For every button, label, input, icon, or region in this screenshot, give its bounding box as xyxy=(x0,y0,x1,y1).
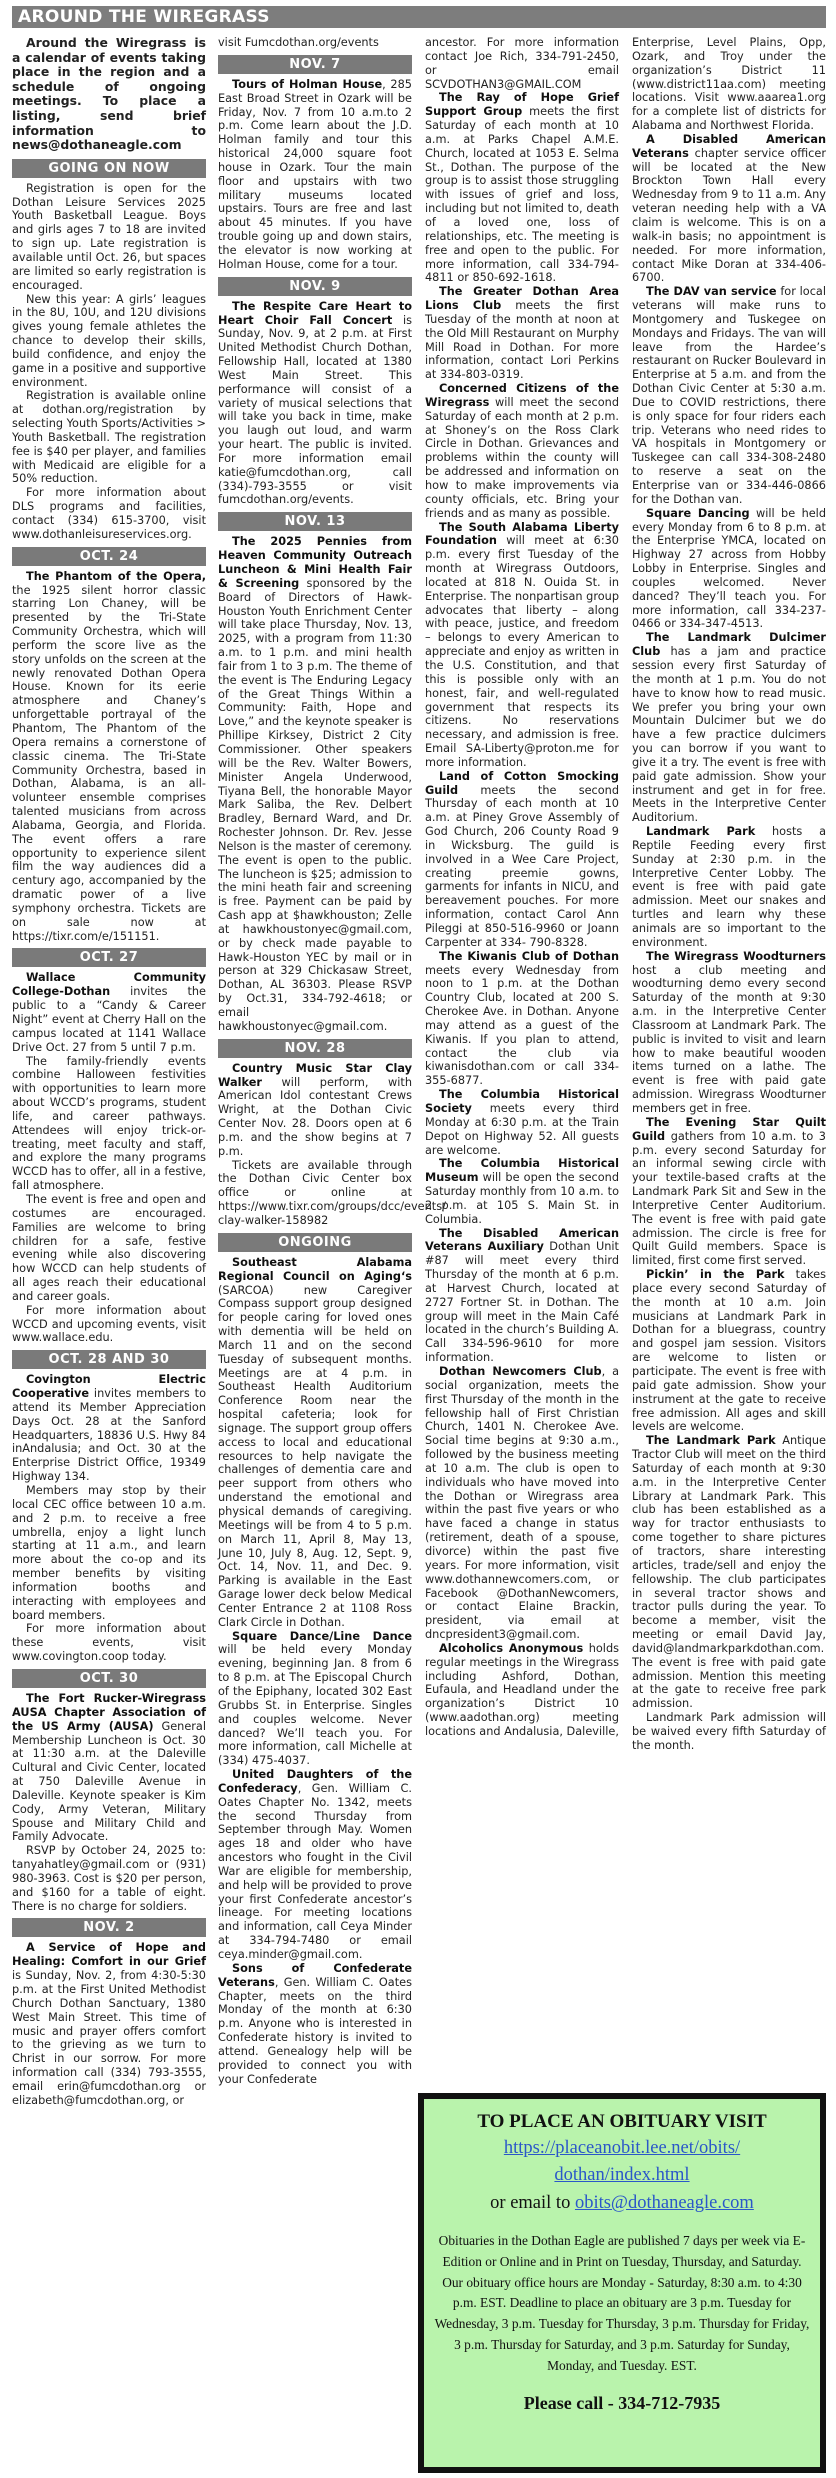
listing-text: will meet the second Saturday of each month at 2 p.m. at Shoney’s on the Ross Clark Circle in Dothan. Grievances and problems within the county will be addressed and information on how to make improvements via county officials, etc. Bring your friends and as many as possible. xyxy=(425,395,619,520)
listing-text: For more information about these events, visit www.covington.coop today. xyxy=(12,1622,206,1664)
listing-text: (SARCOA) new Caregiver Compass support group designed for people caring for loved ones with dementia will be held on March 11 and on the second Tuesday of subsequent months. Meetings are at 4 p.m. in Southeast Health Auditorium Conference Room near the hospital cafeteria; look for signage. The support group offers access to local and educational resources to help navigate the challenges of dementia care and peer support from others who understand the emotional and physical demands of caregiving. Meetings will be from 4 to 5 p.m. on March 11, April 8, May 13, June 10, July 8, Aug. 12, Sept. 9, Oct. 14, Nov. 11, and Dec. 9. Parking is available in the East Garage lower deck below Medical Center Entrance 2 at 1108 Ross Clark Circle in Dothan. xyxy=(218,1283,412,1629)
listing-text: ancestor. For more information contact Joe Rich, 334-791-2450, or email SCVDOTHAN3@GMAIL.COM xyxy=(425,36,619,91)
listing-title: A Service of Hope and Healing: Comfort in our Grief xyxy=(12,1941,206,1969)
listing xyxy=(12,1692,206,1844)
listing xyxy=(632,1116,826,1268)
section-header: NOV. 13 xyxy=(218,512,412,531)
listing xyxy=(632,507,826,632)
page-title: AROUND THE WIREGRASS xyxy=(12,6,826,28)
listing-title: The Fort Rucker-Wiregrass AUSA Chapter Association of the US Army (AUSA) xyxy=(12,1691,206,1733)
listing-title: The Kiwanis Club of Dothan xyxy=(439,949,619,963)
listing xyxy=(425,1157,619,1226)
listing-text: meets the second Thursday of each month at 10 a.m. at Piney Grove Assembly of God Church, 206 County Road 9 in Wicksburg. The guild is involved in a Wee Care Project, creating preemie gowns, garments for infants in NICU, and bereavement pouches. For more information, contact Carol Ann Pileggi at 850-516-9960 or Joann Carpenter at 334- 790-8328. xyxy=(425,783,619,949)
section-header: OCT. 27 xyxy=(12,948,206,967)
column-4 xyxy=(632,36,826,1753)
listing-title: Wallace Community College-Dothan xyxy=(12,971,206,999)
listing-text: hosts a Reptile Feeding every first Sunday at 2:30 p.m. in the Interpretive Center Lobby. The event is free with paid gate admission. Meet our snakes and turtles and learn why these animals are so important to the environment. xyxy=(632,825,826,949)
listing-text: Registration is open for the Dothan Leisure Services 2025 Youth Basketball League. Boys and girls ages 7 to 18 are invited to sign up. Late registration is available until Oct. 26, but spaces are limited so early registration is encouraged. xyxy=(12,181,206,292)
listing xyxy=(12,486,206,541)
listing xyxy=(425,1227,619,1365)
listing-continued xyxy=(632,36,826,133)
listing xyxy=(632,631,826,825)
listing-title: Square Dancing xyxy=(646,506,750,520)
listing-text: Landmark Park admission will be waived every fifth Saturday of the month. xyxy=(632,1711,826,1752)
obituary-body: Obituaries in the Dothan Eagle are published 7 days per week via E-Edition or Online and in Print on Tuesday, Thursday, and Saturday. Our obituary office hours are Monday - Saturday, 8:30 a.m. to 4:30 p.m. EST. Deadline to place an obituary are 3 p.m. Tuesday for Wednesday, 3 p.m. Tuesday for Thursday, 3 p.m. Thursday for Friday, 3 p.m. Thursday for Saturday, and 3 p.m. Saturday for Sunday, Monday, and Tuesday. EST. xyxy=(434,2233,810,2373)
section-header: NOV. 7 xyxy=(218,55,412,74)
listing-title: The Wiregrass Woodturners xyxy=(646,949,826,963)
listing xyxy=(218,1630,412,1768)
listing-title: The 2025 Pennies from Heaven Community Outreach Luncheon & Mini Health Fair & Screening xyxy=(218,535,412,590)
listing-title: Square Dance/Line Dance xyxy=(232,1629,412,1643)
listing-title: Concerned Citizens of the Wiregrass xyxy=(425,382,619,409)
obituary-phone: Please call - 334-712-7935 xyxy=(523,2392,721,2413)
listing xyxy=(12,293,206,390)
listing xyxy=(632,825,826,950)
column-1 xyxy=(12,36,206,2108)
obituary-box xyxy=(418,2093,826,2473)
listing-title: The Columbia Historical Museum xyxy=(425,1157,619,1185)
listing-text: visit Fumcdothan.org/events xyxy=(218,36,379,49)
listing-text: will be held every Monday evening, beginning Jan. 8 from 6 to 8 p.m. at The Episcopal Church of the Epiphany, located 302 East Grubbs St. in Enterprise. Singles and couples welcome. Never danced? We’ll teach you. For more information, call Michelle at (334) 475-4037. xyxy=(218,1643,412,1768)
listing xyxy=(425,91,619,285)
listing xyxy=(425,1365,619,1642)
listing xyxy=(12,389,206,486)
listing xyxy=(12,1193,206,1304)
section-header: OCT. 24 xyxy=(12,547,206,566)
obituary-heading: TO PLACE AN OBITUARY VISIT xyxy=(477,2111,767,2132)
listing-text: , a social organization, meets the first Thursday of the month in the fellowship hall of First Christian Church, 1401 N. Cherokee Ave. Social time begins at 9:30 a.m., followed by the business meeting at 10 a.m. The club is open to individuals who have moved into the Dothan or Wiregrass area within the past five years or who have faced a change in status (retirement, death of a spouse, divorce) within the past five years. For more information, visit www.dothannewcomers.com, or Facebook @DothanNewcomers, or contact Elaine Brackin, president, via email at dncpresident3@gmail.com. xyxy=(425,1365,619,1642)
listing xyxy=(425,1088,619,1157)
listing-text: gathers from 10 a.m. to 3 p.m. every second Saturday for an informal sewing circle with your textile-based crafts at the Landmark Park Sit and Sew in the Interpretive Center Auditorium. The event is free with paid gate admission. The circle is free for Quilt Guild members. Space is limited, first come first served. xyxy=(632,1129,826,1268)
listing-text: meets the first Tuesday of the month at noon at the Old Mill Restaurant on Murphy Mill Road in Dothan. For more information, contact Lori Perkins at 334-803-0319. xyxy=(425,299,619,382)
listing-text: is Sunday, Nov. 9, at 2 p.m. at First United Methodist Church Dothan, Fellowship Hall, located at 1380 West Main Street. This performance will consist of a variety of musical selections that will take you back in time, make you laugh out loud, and warm your heart. The public is invited. For more information email katie@fumcdothan.org, call (334)-793-3555 or visit fumcdothan.org/events. xyxy=(218,313,412,507)
listing xyxy=(632,133,826,285)
listing xyxy=(12,182,206,293)
listing xyxy=(12,1941,206,2107)
listing-text: meets the first Saturday of each month at 10 a.m. at Parks Chapel A.M.E. Church, located at 1053 E. Selma St., Dothan. The purpose of the group is to assist those struggling with issues of grief and loss, including but not limited to, death of a loved one, loss of relationships, etc. The meeting is free and open to the public. For more information, call 334-794-4811 or 850-692-1618. xyxy=(425,105,619,285)
listing-text: the 1925 silent horror classic starring Lon Chaney, will be presented by the Tri-State Community Orchestra, which will perform the score live as the story unfolds on the screen at the newly renovated Dothan Opera House. Known for its eerie atmosphere and Chaney’s unforgettable portrayal of the Phantom, The Phantom of the Opera remains a cornerstone of classic cinema. The Tri-State Community Orchestra, based in Dothan, Alabama, is an all-volunteer ensemble comprises talented musicians from across Alabama, Georgia, and Florida. The event offers a rare opportunity to experience silent film the way audiences did a century ago, accompanied by the dramatic power of a live symphony orchestra. Tickets are on sale now at https://tixr.com/e/151151. xyxy=(12,583,206,943)
listing-title: The Greater Dothan Area Lions Club xyxy=(425,285,619,313)
listing-text: chapter service officer will be located at the New Brockton Town Hall every Wednesday from 9 to 11 a.m. Any veteran needing help with a VA claim is welcome. This is on a walk-in basis; no appointment is needed. For more information, contact Mike Doran at 334-406-6700. xyxy=(632,146,826,285)
listing xyxy=(425,1642,619,1739)
listing-title: The Landmark Dulcimer Club xyxy=(632,631,826,659)
listing-text: will be held every Monday from 6 to 8 p.m. at the Enterprise YMCA, located on Highway 27 across from Hobby Lobby in Enterprise. Singles and couples welcomed. Never danced? They’ll teach you. For more information, call 334-237-0466 or 334-347-4513. xyxy=(632,506,826,631)
listing-title: Land of Cotton Smocking Guild xyxy=(425,769,619,797)
listing-text: will meet at 6:30 p.m. every first Tuesday of the month at Wiregrass Outdoors, located at 818 N. Ouida St. in Enterprise. The nonpartisan group advocates that liberty – along with peace, justice, and freedom – belongs to every American to appreciate and enjoy as written in the U.S. Constitution, and that this is possible only with an honest, fair, and well-regulated government that respects its citizens. No reservations necessary, and admission is free. Email SA-Liberty@proton.me for more information. xyxy=(425,534,619,769)
listing-text: takes place every second Saturday of the month at 10 a.m. Join musicians at Landmark Park in Dothan for a bluegrass, country and gospel jam session. Visitors are welcome to listen or participate. The event is free with paid gate admission. Show your instrument at the gate to receive free admission. All ages and skill levels are welcome. xyxy=(632,1268,826,1434)
listing xyxy=(425,950,619,1088)
listing-text: Enterprise, Level Plains, Opp, Ozark, and Troy under the organization’s District 11 (www.district11aa.com) meeting locations. Visit www.aaarea1.org for a complete list of districts for Alabama and Northwest Florida. xyxy=(632,36,826,133)
listing xyxy=(218,78,412,272)
listing-text: for local veterans will make runs to Montgomery and Tuskegee on Mondays and Fridays. The van will leave from the Hardee’s restaurant on Rucker Boulevard in Enterprise at 5 a.m. and from the Dothan Civic Center at 5:30 a.m. Due to COVID restrictions, there is only space for four riders each trip. Veterans who need rides to VA hospitals in Montgomery or Tuskegee can call 334-308-2480 to reserve a seat on the Enterprise van or 334-446-0866 for the Dothan van. xyxy=(632,285,826,506)
listing-text: invites the public to a “Candy & Career Night” event at Cherry Hall on the campus located at 1141 Wallace Drive Oct. 27 from 5 until 7 p.m. xyxy=(12,985,206,1054)
obituary-link-line2[interactable]: dothan/index.html xyxy=(554,2165,690,2185)
section-header: OCT. 28 AND 30 xyxy=(12,1350,206,1369)
section-header: NOV. 2 xyxy=(12,1918,206,1937)
listing xyxy=(425,382,619,520)
listing xyxy=(218,1962,412,2087)
obituary-link-line1[interactable]: https://placeanobit.lee.net/obits/ xyxy=(503,2138,741,2158)
column-3 xyxy=(425,36,619,1739)
listing-title: Landmark Park xyxy=(646,825,756,839)
section-header: NOV. 28 xyxy=(218,1039,412,1058)
listing-text: General Membership Luncheon is Oct. 30 at 11:30 a.m. at the Daleville Cultural and Civic Center, located at 750 Daleville Avenue in Daleville. Keynote speaker is Kim Cody, Army Veteran, Military Spouse and Military Child and Family Advocate. xyxy=(12,1719,206,1844)
listing-title: Country Music Star Clay Walker xyxy=(218,1061,412,1089)
listing-text: Tickets are available through the Dothan Civic Center box office or online at https://www.tixr.com/groups/dcc/events/ clay-walker-158982 xyxy=(218,1158,446,1227)
listing-text: host a club meeting and woodturning demo every second Saturday of the month at 9:30 a.m. in the Interpretive Center Classroom at Landmark Park. The public is invited to visit and learn how to make beautiful wooden items turned on a lathe. The event is free with paid gate admission. Wiregrass Woodturner members get in free. xyxy=(632,963,826,1115)
section-header: NOV. 9 xyxy=(218,277,412,296)
listing-text: Members may stop by their local CEC office between 10 a.m. and 2 p.m. to receive a free umbrella, enjoy a light lunch starting at 11 a.m., and learn more about the co-op and its member benefits by visiting information booths and interacting with employees and board members. xyxy=(12,1484,206,1622)
listing-title: The Respite Care Heart to Heart Choir Fall Concert xyxy=(218,299,412,327)
listing-continued xyxy=(425,36,619,91)
listing-text: will perform, with American Idol contestant Crews Wright, at the Dothan Civic Center Nov. 28. Doors open at 6 p.m. and the show begins at 7 p.m. xyxy=(218,1075,412,1158)
listing xyxy=(12,1622,206,1664)
listing-text: Dothan Unit #87 will meet every third Thursday of the month at 6 p.m. at Harvest Church, located at 2727 Fortner St. in Dothan. The group will meet in the Main Café located in the church’s Building A. Call 334-596-9610 for more information. xyxy=(425,1240,619,1365)
listing-text: meets every Wednesday from noon to 1 p.m. at the Dothan Country Club, located at 200 S. Cherokee Ave. in Dothan. Anyone may attend as a guest of the Kiwanis. If you plan to attend, contact the club via kiwanisdothan.com or call 334-355-6877. xyxy=(425,963,619,1088)
listing xyxy=(425,770,619,950)
listing xyxy=(218,1768,412,1962)
listing-text: For more information about WCCD and upcoming events, visit www.wallace.edu. xyxy=(12,1303,206,1345)
listing-title: The Phantom of the Opera, xyxy=(26,569,206,583)
listing xyxy=(12,971,206,1054)
listing-title: The Evening Star Quilt Guild xyxy=(632,1115,826,1143)
listing-title: The Landmark Park xyxy=(646,1434,776,1448)
listing-text: is Sunday, Nov. 2, from 4:30-5:30 p.m. at the First United Methodist Church Dothan Sanctuary, 1380 West Main Street. This time of music and prayer offers comfort to the grieving as we turn to Christ in our sorrow. For more information call (334) 793-3555, email erin@fumcdothan.org or elizabeth@fumcdothan.org, or xyxy=(12,1969,206,2107)
listing-text: Antique Tractor Club will meet on the third Saturday of each month at 9:30 a.m. in the Interpretive Center Library at Landmark Park. This club has been established as a way for tractor enthusiasts to come together to share pictures of tractors, share interesting articles, trade/sell and enjoy the fellowship. The club participates in several tractor shows and tractor pulls during the year. To become a member, visit the meeting or email David Jay, david@landmarkparkdothan.com. The event is free with paid gate admission. Mention this meeting at the gate to receive free park admission. xyxy=(632,1434,826,1711)
listing-title: The South Alabama Liberty Foundation xyxy=(425,520,619,548)
listing xyxy=(425,285,619,382)
listing-text: invites members to attend its Member Appreciation Days Oct. 28 at the Sanford Headquarters, 18836 U.S. Hwy 84 inAndalusia; and Oct. 30 at the Enterprise District Office, 19349 Highway 134. xyxy=(12,1387,206,1484)
listing xyxy=(218,1158,446,1228)
listing xyxy=(12,1484,206,1622)
column-2 xyxy=(218,36,446,2086)
listing xyxy=(12,1844,206,1913)
listing xyxy=(632,1434,826,1711)
listing xyxy=(218,1062,412,1159)
listing-text: New this year: A girls’ leagues in the 8U, 10U, and 12U divisions gives young female athletes the chance to develop their skills, build confidence, and enjoy the game in a positive and supportive environment. xyxy=(12,292,206,389)
listing-continued xyxy=(218,36,412,50)
listing-title: The Disabled American Veterans Auxiliary xyxy=(425,1226,619,1254)
listing-text: The family-friendly events combine Halloween festivities with opportunities to learn more about WCCD’s programs, student life, and career pathways. Attendees will enjoy trick-or-treating, meet faculty and staff, and explore the many programs WCCD has to offer, all in a festive, fall atmosphere. xyxy=(12,1054,206,1193)
listing-text: For more information about DLS programs and facilities, contact (334) 615-3700, visit www.dothanleisureservices.org. xyxy=(12,486,206,541)
listing xyxy=(12,1304,206,1346)
listing xyxy=(425,521,619,770)
listing-title: Alcoholics Anonymous xyxy=(439,1641,584,1655)
listing-title: A Disabled American Veterans xyxy=(632,132,826,160)
listing xyxy=(632,1268,826,1434)
listing-title: Dothan Newcomers Club xyxy=(439,1365,602,1378)
listing-text: will be open the second Saturday monthly from 10 a.m. to 2 p.m. at 105 S. Main St. in Columbia. xyxy=(425,1171,619,1226)
listing-text: sponsored by the Board of Directors of Hawk-Houston Youth Enrichment Center will take place Thursday, Nov. 13, 2025, with a program from 11:30 a.m. to 1 p.m. and mini health fair from 1 to 3 p.m. The theme of the event is The Enduring Legacy of the Great Things Within a Community: Faith, Hope and Love,” and the keynote speaker is Phillipe Kirksey, District 2 City Commissioner. Other speakers will be the Rev. Walter Bowers, Minister Angela Underwood, Tiyana Bell, the honorable Mayor Mark Saliba, the Rev. Delbert Bradley, Bernard Ward, and Dr. Rochester Johnson. Dr. Rev. Jesse Nelson is the master of ceremony. The event is open to the public. The luncheon is $25; admission to the mini heath fair and screening is free. Payment can be paid by Cash app at $hawkhouston; Zelle at hawkhoustonyec@gmail.com, or by check made payable to Hawk-Houston YEC by mail or in person at 329 Chickasaw Street, Dothan, AL 36303. Please RSVP by Oct.31, 334-792-4618; or email hawkhoustonyec@gmail.com. xyxy=(218,576,412,1033)
section-header: ONGOING xyxy=(218,1233,412,1252)
listing-text: , Gen. William C. Oates Chapter No. 1342, meets the second Thursday from September through May. Women ages 18 and older who have ancestors who fought in the Civil War are eligible for membership, and help will be provided to prove your first Confederate ancestor’s lineage. For meeting locations and information, call Ceya Minder at 334-794-7480 or email ceya.minder@gmail.com. xyxy=(218,1781,412,1961)
email-prefix: or email to xyxy=(490,2193,575,2213)
listing xyxy=(632,1711,826,1753)
listing-text: , Gen. William C. Oates Chapter, meets on the third Monday of the month at 6:30 p.m. Anyone who is interested in Confederate history is invited to attend. Genealogy help will be provided to connect you with your Confederate xyxy=(218,1975,412,2086)
section-header: GOING ON NOW xyxy=(12,159,206,178)
listing-title: Tours of Holman House xyxy=(232,77,383,91)
listing-title: The Columbia Historical Society xyxy=(425,1088,619,1115)
listing-title: Sons of Confederate Veterans xyxy=(218,1961,412,1989)
listing-text: has a jam and practice session every first Saturday of the month at 1 p.m. You do not have to know how to read music. We prefer you bring your own Mountain Dulcimer but we do have a few practice dulcimers you can borrow if you want to give it a try. The event is free with paid gate admission. Show your instrument and get in for free. Meets in the Interpretive Center Auditorium. xyxy=(632,645,826,825)
listing xyxy=(218,300,412,508)
listing-title: Pickin’ in the Park xyxy=(646,1268,785,1282)
section-header: OCT. 30 xyxy=(12,1669,206,1688)
listing-title: The Ray of Hope Grief Support Group xyxy=(425,91,619,119)
listing-title: United Daughters of the Confederacy xyxy=(218,1768,412,1795)
intro-text: Around the Wiregrass is a calendar of events taking place in the region and a schedule of ongoing meetings. To place a listing, send brief information to news@dothaneagle.com xyxy=(12,35,206,153)
listing-text: , 285 East Broad Street in Ozark will be Friday, Nov. 7 from 10 a.m.to 2 p.m. Come learn about the J.D. Holman family and tour this historical 24,000 square foot house in Ozark. Tour the main floor and upstairs with two military museums located upstairs. Tours are free and last about 45 minutes. If you have trouble going up and down stairs, the elevator is now working at Holman House, come for a tour. xyxy=(218,77,412,271)
obituary-email-link[interactable]: obits@dothaneagle.com xyxy=(574,2193,754,2213)
listing xyxy=(632,285,826,507)
listing-text: Registration is available online at dothan.org/registration by selecting Youth Sports/Activities > Youth Basketball. The registration fee is $40 per player, and families with Medicaid are eligible for a 50% reduction. xyxy=(12,389,206,486)
listing xyxy=(12,570,206,944)
listing xyxy=(632,950,826,1116)
listing-text: RSVP by October 24, 2025 to: tanyahatley@gmail.com or (931) 980-3963. Cost is $20 per person, and $160 for a table of eight. There is no charge for soldiers. xyxy=(12,1844,206,1913)
listing-text: The event is free and open and costumes are encouraged. Families are welcome to bring children for a safe, festive evening while also discovering how WCCD can help students of all ages reach their educational and career goals. xyxy=(12,1192,206,1303)
listing xyxy=(218,535,412,1033)
obituary-link[interactable] xyxy=(504,2138,740,2185)
listing-title: The DAV van service xyxy=(646,285,777,299)
listing xyxy=(12,1055,206,1193)
listing xyxy=(218,1256,412,1630)
listing-title: Covington Electric Cooperative xyxy=(12,1373,206,1401)
listing-title: Southeast Alabama Regional Council on Aging‘s xyxy=(218,1255,412,1283)
listing xyxy=(12,1373,206,1484)
listing-text: holds regular meetings in the Wiregrass including Ashford, Dothan, Eufaula, and Headland under the organization’s District 10 (www.aadothan.org) meeting locations and Andalusia, Daleville, xyxy=(425,1641,619,1738)
listing-text: meets every third Monday at 6:30 p.m. at the Train Depot on Highway 52. All guests are welcome. xyxy=(425,1101,619,1157)
